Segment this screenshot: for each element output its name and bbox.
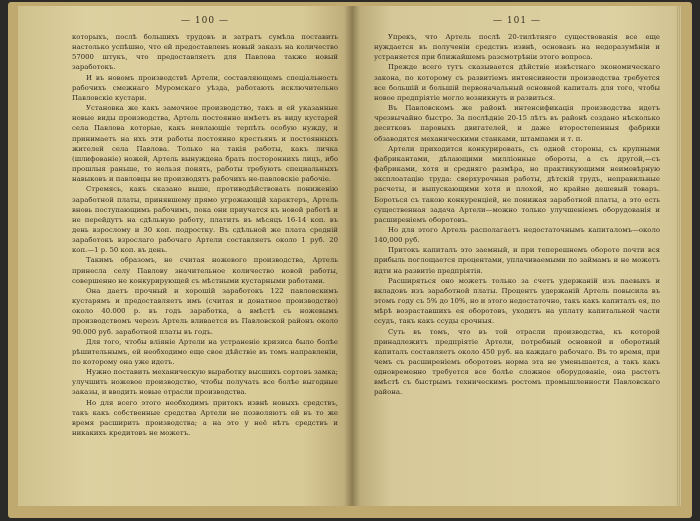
- paragraph: Нужно поставить механическую выработку высшихъ сортовъ замка; улучшить ножевое производство, чтобы получать все болѣе выгодные заказы, и вводить новые отрасли производства.: [72, 368, 338, 397]
- book-gutter: [344, 6, 360, 506]
- paragraph: Притокъ капиталъ это заемный, и при теперешнемъ обороте почти вся прибыль поглощается процентами, уплачиваемыми по займамъ и не можетъ идти на развитіе предпріятія.: [374, 246, 660, 275]
- paragraph: Она даетъ прочный и хорошій заработокъ 122 павловскимъ кустарямъ и предоставляетъ имъ (считая и донатное производство) около 40.000 р. въ годъ заработка, а вмѣстѣ съ ножевымъ производствомъ черезъ Артель вливается въ Павловской районъ около 90.000 руб. заработной платы въ годъ.: [72, 286, 338, 336]
- paragraph: которыхъ, послѣ большихъ трудовъ и затратъ сумѣла поставить настолько успѣшно, что ей предоставленъ новый заказъ на количество 57000 штукъ, что предоставляетъ для Павлова также новый заработокъ.: [72, 33, 338, 72]
- paragraph: Но для всего этого необходимъ притокъ извнѣ новыхъ средствъ, такъ какъ собственные средства Артели не позволяютъ ей въ то же время расширить производства; а на это у неё нѣтъ средствъ и никакихъ кредитовъ не можетъ.: [72, 398, 338, 438]
- paragraph: Въ Павловскомъ же районѣ интенсификація производства идетъ чрезвычайно быстро. За послѣдніе 20-15 лѣтъ въ районѣ создано нѣсколько десятковъ паровыхъ двигателей, и даже второстепенныя фабрики обзаводятся механическими станками, штампами и т. п.: [374, 104, 660, 143]
- paragraph: Артели приходится конкурировать, съ одной стороны, съ крупными фабрикантами, дѣлающими милліонные обороты, а съ другой,—съ фабриками, хотя и средняго размѣра, но практикующими неимовѣрную эксплоатацію труда: сверхурочныя работы, дѣтскій трудъ, неправильные расчеты, и выпускающими хотя и плохой, но крайне дешевый товаръ. Бороться съ такою конкуренціей, не понижая заработной платы, а это есть существенная задача Артели—можно только улучшеніемъ оборудованія и расширеніемъ оборотовъ.: [374, 144, 660, 224]
- paragraph: Суть въ томъ, что въ той отрасли производства, къ которой принадлежитъ предпріятіе Артели, потребный основной и оборотный капиталъ составляетъ около 450 руб. на каждаго рабочаго. Въ то время, при чемъ съ расширеніемъ оборотовъ норма эта не уменьшается, а такъ какъ одновременно требуется все болѣе сложное оборудованіе, она растетъ вмѣстѣ съ быстрымъ техническимъ ростомъ промышленности Павловскаго района.: [374, 327, 660, 397]
- paragraph: Упрекъ, что Артель послѣ 20-тилѣтняго существованія все еще нуждается въ полученіи средствъ извнѣ, основанъ на недоразумѣніи и устраняется при ближайшемъ разсмотрѣніи этого вопроса.: [374, 33, 660, 62]
- page-edges: [676, 6, 682, 506]
- left-page: [18, 6, 352, 506]
- paragraph: Прежде всего тутъ сказывается дѣйствіе извѣстнаго экономическаго закона, по которому съ развитіемъ интенсивности производства требуется все большій и большій первоначальный основной капиталъ для того, чтобы новое предпріятіе могло возникнуть и развиться.: [374, 63, 660, 102]
- paragraph: И въ новомъ производствѣ Артели, составляющемъ спеціальность рабочихъ смежнаго Муромскаго уѣзда, работають исключительно Павловскіе кустари.: [72, 73, 338, 102]
- paragraph: Такимъ образомъ, не считая ножевого производства, Артель принесла селу Павлову значительное количество новой работы, совершенно не конкурирующей съ мѣстными кустарными работами.: [72, 256, 338, 285]
- paragraph: Установка же какъ замочное производство, такъ и ей указанные новые виды производства, Артель постоянно имѣетъ въ виду кустарей села Павлова которые, какъ невлающіе терпѣть особую нужду, и принимаетъ на ихъ эти работы постоянно крестьянъ и постоянныхъ жителей села Павлова. Только на такія работы, какъ личка (шлифованіе) ножей, Артель вынуждена брать постороннихъ лицъ, ибо прошлыя раньше, то нельзя понять, работы требуютъ специальныхъ навыковъ и павловцы не производятъ рабочихъ не-павловскіе рабочіе.: [72, 104, 338, 184]
- open-book: [18, 6, 682, 514]
- left-page-number: — 100 —: [181, 16, 229, 26]
- paragraph: Но для этого Артель располагаетъ недостаточнымъ капиталомъ—около 140,000 руб.: [374, 225, 660, 245]
- right-page-number: — 101 —: [493, 16, 541, 26]
- paragraph: Расширяться оно можетъ только за счетъ удержаній изъ паевыхъ и вкладовъ изъ заработной платы. Процентъ удержаній Артель повысила въ этомъ году съ 5% до 10%, но и этого недостаточно, такъ какъ капиталъ ея, по мѣрѣ возраставшихъ ея оборотовъ, уходитъ на уплату капитальной части ссудъ, такъ какъ ссуды срочныя.: [374, 276, 660, 326]
- left-page-text: [72, 32, 338, 438]
- paragraph: Стремясь, какъ сказано выше, противодѣйствовать пониженію заработной платы, принявшему прямо угрожающій характеръ, Артель вновь поступающимъ рабочимъ, пока они приучатся къ новой работѣ и не перейдутъ на сдѣльную работу, платитъ въ мѣсяцъ 16-14 коп. въ день взрослому и 30 коп. подростку. Въ сдѣльной же плата средній заработокъ взрослаго рабочаго Артели составляетъ около 1 руб. 20 коп.—1 р. 50 коп. въ день.: [72, 185, 338, 255]
- right-page: [352, 6, 682, 506]
- paragraph: Для того, чтобы вліяніе Артели на устраненіе кризиса было болѣе рѣшительнымъ, ей необходимо еще свое дѣйствіе въ томъ направленіи, по которому она уже идетъ.: [72, 337, 338, 366]
- right-page-text: [374, 32, 660, 398]
